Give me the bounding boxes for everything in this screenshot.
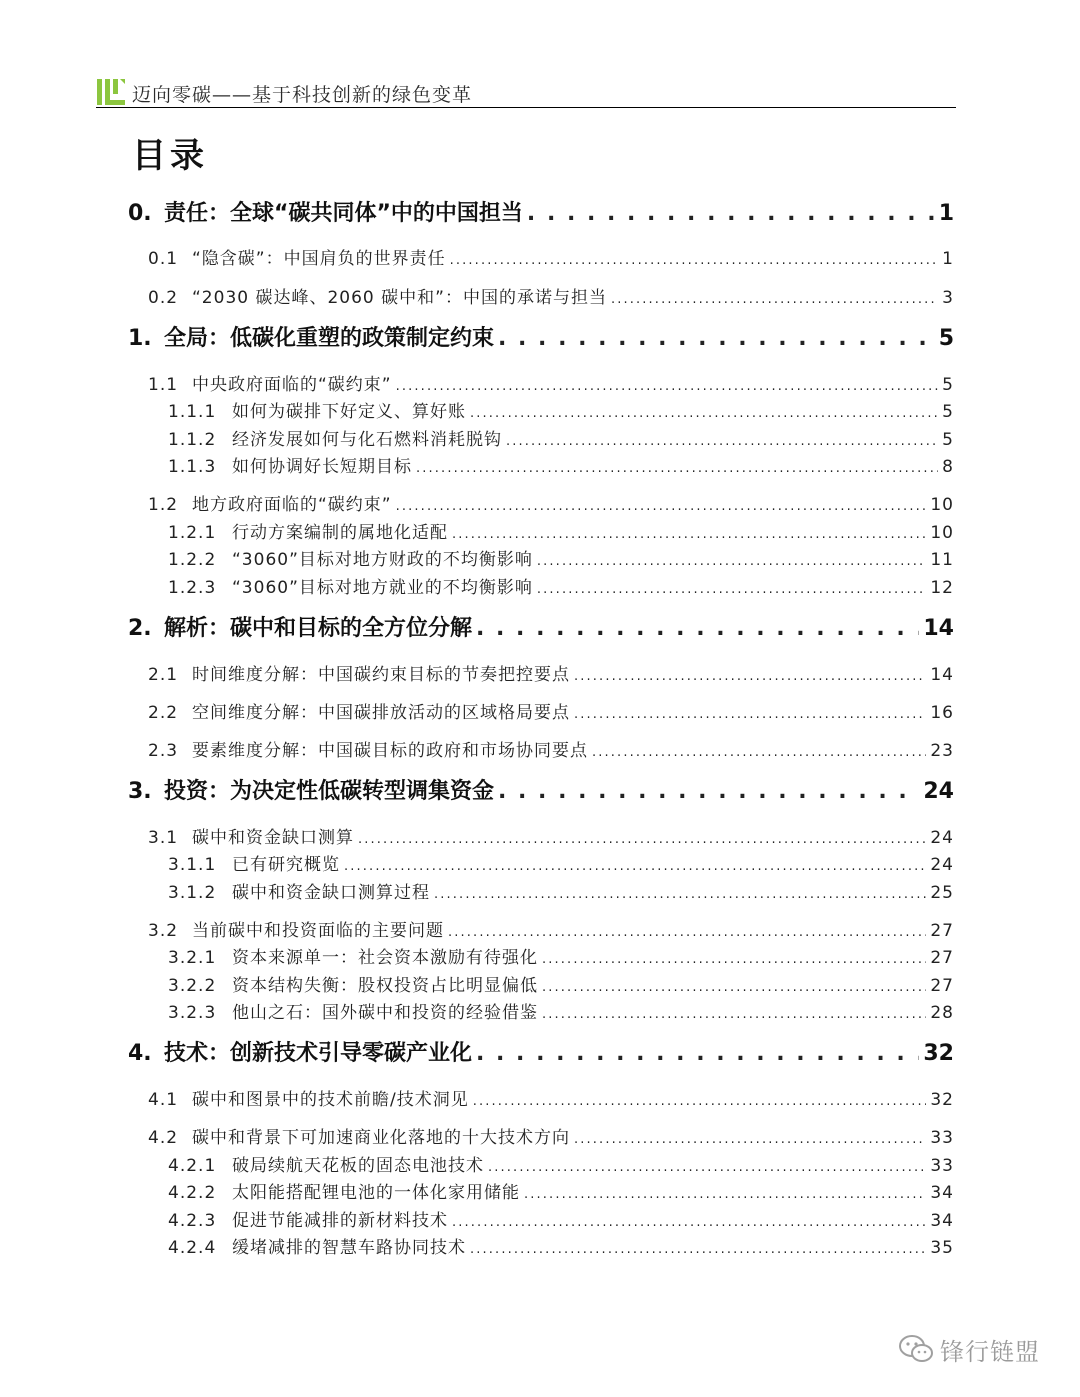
toc-entry-page: 5 <box>942 375 954 395</box>
toc-entry-title: 全局：低碳化重塑的政策制定约束 <box>164 326 495 351</box>
toc-entry-page: 16 <box>930 703 954 723</box>
dot-leader <box>498 779 919 804</box>
toc-entry-page: 8 <box>942 457 954 477</box>
toc-entry-number: 3.2.3 <box>168 1003 217 1023</box>
toc-entry-title: 太阳能搭配锂电池的一体化家用储能 <box>232 1183 520 1203</box>
toc-entry-number: 4.2.1 <box>168 1156 217 1176</box>
toc-entry-title: 资本来源单一：社会资本激励有待强化 <box>232 948 538 968</box>
toc-entry-chapter-0[interactable] <box>128 196 954 227</box>
toc-entry-chapter-2[interactable] <box>128 611 954 642</box>
header-divider <box>96 107 956 108</box>
toc-entry-title: “3060”目标对地方财政的不均衡影响 <box>232 550 533 570</box>
toc-entry-number: 3.2 <box>148 921 179 941</box>
toc-entry-page: 34 <box>930 1211 954 1231</box>
toc-entry-number: 0.1 <box>148 249 179 269</box>
toc-entry-title: 碳中和图景中的技术前瞻/技术洞见 <box>192 1090 469 1110</box>
toc-entry-title: 行动方案编制的属地化适配 <box>232 523 448 543</box>
toc-entry-chapter-3[interactable] <box>128 774 954 805</box>
dot-leader <box>452 527 926 542</box>
toc-entry-page: 3 <box>942 288 954 308</box>
toc-entry-title: 投资：为决定性低碳转型调集资金 <box>164 779 495 804</box>
dot-leader <box>506 434 938 449</box>
toc-entry-number: 2.1 <box>148 665 179 685</box>
toc-entry-number: 3.1 <box>148 828 179 848</box>
toc-entry-title: 如何协调好长短期目标 <box>232 457 412 477</box>
page-header <box>96 78 956 108</box>
toc-entry-page: 1 <box>942 249 954 269</box>
dot-leader <box>470 1242 926 1257</box>
dot-leader <box>488 1160 926 1175</box>
toc-entry-page: 1 <box>938 201 954 226</box>
toc-entry-subsection-1-2-1[interactable] <box>168 518 954 543</box>
toc-entry-subsection-3-2-3[interactable] <box>168 998 954 1023</box>
toc-entry-section-3-2[interactable] <box>148 916 954 941</box>
toc-entry-number: 0.2 <box>148 288 179 308</box>
toc-entry-number: 3.1.1 <box>168 855 217 875</box>
toc-entry-page: 33 <box>930 1156 954 1176</box>
toc-entry-page: 25 <box>930 883 954 903</box>
toc-entry-number: 2.2 <box>148 703 179 723</box>
toc-entry-page: 11 <box>930 550 954 570</box>
dot-leader <box>448 925 926 940</box>
toc-entry-section-1-2[interactable] <box>148 490 954 515</box>
toc-entry-number: 1.1.3 <box>168 457 217 477</box>
dot-leader <box>476 616 919 641</box>
toc-entry-title: 缓堵减排的智慧车路协同技术 <box>232 1238 466 1258</box>
toc-entry-subsection-1-1-2[interactable] <box>168 425 954 450</box>
toc-entry-subsection-1-2-3[interactable] <box>168 573 954 598</box>
toc-entry-title: 技术：创新技术引导零碳产业化 <box>164 1041 473 1066</box>
toc-entry-title: “隐含碳”：中国肩负的世界责任 <box>192 249 446 269</box>
toc-entry-page: 24 <box>930 828 954 848</box>
toc-entry-page: 33 <box>930 1128 954 1148</box>
toc-entry-number: 3.1.2 <box>168 883 217 903</box>
dot-leader <box>396 379 939 394</box>
toc-entry-section-0-1[interactable] <box>148 244 954 269</box>
toc-entry-title: 时间维度分解：中国碳约束目标的节奏把控要点 <box>192 665 570 685</box>
toc-entry-title: 当前碳中和投资面临的主要问题 <box>192 921 444 941</box>
toc-entry-page: 27 <box>930 976 954 996</box>
toc-entry-page: 10 <box>930 523 954 543</box>
toc-heading: 目录 <box>132 136 208 176</box>
toc-entry-number: 3.2.1 <box>168 948 217 968</box>
toc-entry-page: 10 <box>930 495 954 515</box>
dot-leader <box>611 292 938 307</box>
dot-leader <box>537 582 926 597</box>
toc-entry-page: 28 <box>930 1003 954 1023</box>
toc-entry-number: 1. <box>128 326 152 351</box>
dot-leader <box>527 201 935 226</box>
toc-entry-page: 12 <box>930 578 954 598</box>
toc-entry-subsection-4-2-2[interactable] <box>168 1178 954 1203</box>
toc-entry-section-0-2[interactable] <box>148 283 954 308</box>
toc-entry-title: 已有研究概览 <box>232 855 340 875</box>
toc-entry-title: 促进节能减排的新材料技术 <box>232 1211 448 1231</box>
toc-entry-section-2-3[interactable] <box>148 736 954 761</box>
wechat-icon <box>898 1333 934 1365</box>
dot-leader <box>450 253 939 268</box>
toc-entry-number: 1.1 <box>148 375 179 395</box>
toc-entry-title: 破局续航天花板的固态电池技术 <box>232 1156 484 1176</box>
toc-entry-title: 地方政府面临的“碳约束” <box>192 495 392 515</box>
toc-entry-section-4-1[interactable] <box>148 1085 954 1110</box>
dot-leader <box>542 1007 926 1022</box>
toc-entry-title: 责任：全球“碳共同体”中的中国担当 <box>164 201 523 226</box>
toc-entry-page: 35 <box>930 1238 954 1258</box>
toc-entry-number: 4.2.4 <box>168 1238 217 1258</box>
toc-entry-number: 1.1.1 <box>168 402 217 422</box>
toc-entry-number: 3. <box>128 779 152 804</box>
dot-leader <box>434 887 926 902</box>
toc-entry-number: 2. <box>128 616 152 641</box>
toc-entry-page: 34 <box>930 1183 954 1203</box>
header-title: 迈向零碳——基于科技创新的绿色变革 <box>132 84 473 106</box>
dot-leader <box>574 1132 926 1147</box>
dot-leader <box>537 554 926 569</box>
toc-entry-section-1-1[interactable] <box>148 370 954 395</box>
toc-entry-number: 3.2.2 <box>168 976 217 996</box>
toc-entry-title: 碳中和背景下可加速商业化落地的十大技术方向 <box>192 1128 570 1148</box>
toc-entry-subsection-3-2-2[interactable] <box>168 971 954 996</box>
toc-entry-title: 中央政府面临的“碳约束” <box>192 375 392 395</box>
toc-entry-number: 1.2.3 <box>168 578 217 598</box>
dot-leader <box>358 832 926 847</box>
toc-entry-page: 14 <box>930 665 954 685</box>
toc-entry-page: 24 <box>930 855 954 875</box>
toc-entry-subsection-4-2-1[interactable] <box>168 1151 954 1176</box>
dot-leader <box>396 499 927 514</box>
toc-entry-title: 经济发展如何与化石燃料消耗脱钩 <box>232 430 502 450</box>
dot-leader <box>344 859 926 874</box>
dot-leader <box>452 1215 926 1230</box>
dot-leader <box>470 406 938 421</box>
toc-entry-subsection-1-1-1[interactable] <box>168 397 954 422</box>
toc-entry-title: 要素维度分解：中国碳目标的政府和市场协同要点 <box>192 741 588 761</box>
toc-entry-number: 1.1.2 <box>168 430 217 450</box>
dot-leader <box>542 980 926 995</box>
toc-entry-title: 空间维度分解：中国碳排放活动的区域格局要点 <box>192 703 570 723</box>
toc-entry-page: 32 <box>930 1090 954 1110</box>
dot-leader <box>476 1041 919 1066</box>
toc-entry-page: 27 <box>930 948 954 968</box>
dot-leader <box>498 326 935 351</box>
toc-entry-number: 4.2.3 <box>168 1211 217 1231</box>
watermark <box>898 1331 1040 1367</box>
toc-entry-subsection-4-2-3[interactable] <box>168 1206 954 1231</box>
toc-entry-page: 5 <box>942 402 954 422</box>
toc-entry-page: 5 <box>938 326 954 351</box>
toc-entry-section-2-2[interactable] <box>148 698 954 723</box>
toc-entry-title: 资本结构失衡：股权投资占比明显偏低 <box>232 976 538 996</box>
toc-entry-number: 4.1 <box>148 1090 179 1110</box>
dot-leader <box>592 745 926 760</box>
toc-entry-page: 5 <box>942 430 954 450</box>
toc-entry-subsection-4-2-4[interactable] <box>168 1233 954 1258</box>
toc-entry-section-4-2[interactable] <box>148 1123 954 1148</box>
toc-entry-subsection-3-1-2[interactable] <box>168 878 954 903</box>
toc-entry-page: 24 <box>923 779 954 804</box>
toc-entry-title: 如何为碳排下好定义、算好账 <box>232 402 466 422</box>
toc-entry-title: “3060”目标对地方就业的不均衡影响 <box>232 578 533 598</box>
toc-entry-number: 4.2.2 <box>168 1183 217 1203</box>
dot-leader <box>524 1187 926 1202</box>
toc-entry-number: 1.2.2 <box>168 550 217 570</box>
toc-entry-page: 23 <box>930 741 954 761</box>
dot-leader <box>574 669 926 684</box>
dot-leader <box>416 461 938 476</box>
toc-entry-number: 4.2 <box>148 1128 179 1148</box>
toc-entry-subsection-1-1-3[interactable] <box>168 452 954 477</box>
toc-entry-number: 0. <box>128 201 152 226</box>
watermark-text: 锋行链盟 <box>940 1337 1040 1366</box>
toc-entry-title: 解析：碳中和目标的全方位分解 <box>164 616 473 641</box>
dot-leader <box>473 1094 927 1109</box>
toc-entry-subsection-3-2-1[interactable] <box>168 943 954 968</box>
toc-entry-page: 27 <box>930 921 954 941</box>
logo-icon <box>96 78 126 106</box>
toc-entry-chapter-4[interactable] <box>128 1036 954 1067</box>
toc-entry-title: 他山之石：国外碳中和投资的经验借鉴 <box>232 1003 538 1023</box>
dot-leader <box>542 952 926 967</box>
toc-entry-number: 1.2 <box>148 495 179 515</box>
toc-entry-section-2-1[interactable] <box>148 660 954 685</box>
toc-entry-number: 1.2.1 <box>168 523 217 543</box>
toc-entry-title: “2030 碳达峰、2060 碳中和”：中国的承诺与担当 <box>192 288 607 308</box>
toc-entry-title: 碳中和资金缺口测算过程 <box>232 883 430 903</box>
toc-entry-chapter-1[interactable] <box>128 321 954 352</box>
toc-entry-page: 14 <box>923 616 954 641</box>
toc-entry-number: 2.3 <box>148 741 179 761</box>
dot-leader <box>574 707 926 722</box>
toc-entry-number: 4. <box>128 1041 152 1066</box>
toc-entry-title: 碳中和资金缺口测算 <box>192 828 354 848</box>
toc-entry-page: 32 <box>923 1041 954 1066</box>
toc-entry-subsection-3-1-1[interactable] <box>168 850 954 875</box>
toc-entry-section-3-1[interactable] <box>148 823 954 848</box>
toc-entry-subsection-1-2-2[interactable] <box>168 545 954 570</box>
